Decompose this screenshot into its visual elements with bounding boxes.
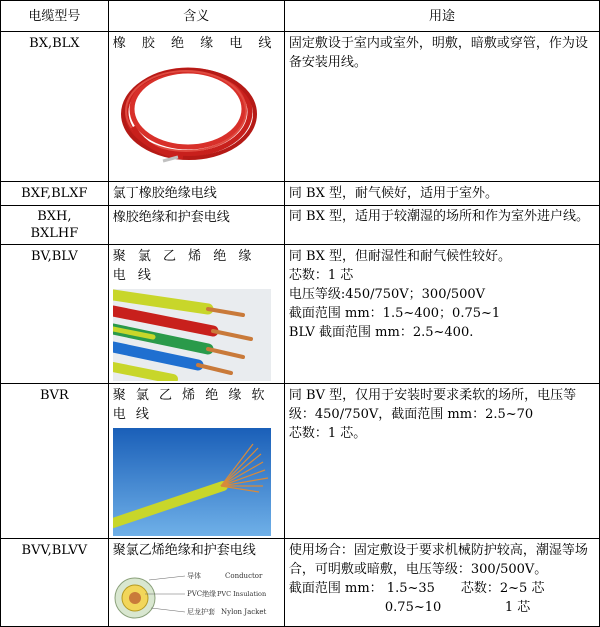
header-usage: 用途 [284, 1, 599, 32]
spec-cores: 芯数：2~5 芯 [460, 581, 545, 596]
meaning-cell: 氯丁橡胶绝缘电线 [108, 182, 284, 206]
table-header-row [1, 1, 600, 32]
meaning-cell [108, 245, 284, 384]
meaning-cell: 橡胶绝缘和护套电线 [108, 206, 284, 245]
model-text: BXH, BXLHF [30, 209, 79, 241]
model-cell: BXF,BLXF [1, 182, 109, 206]
usage-line: 芯数：1 芯 [288, 268, 354, 283]
spec-cores-2: 1 芯 [504, 600, 531, 615]
usage-line: BLV 截面范围 mm：2.5~400. [288, 325, 474, 340]
meaning-text: 聚 氯 乙 烯 绝 缘 软 电 线 [112, 388, 268, 422]
usage-line: 同 BV 型，仅用于安装时要求柔软的场所，电压等级：450/750V，截面范围 mm：2.5~70 [288, 388, 577, 422]
meaning-text: 聚氯乙烯绝缘和护套电线 [112, 543, 256, 558]
meaning-cell [108, 384, 284, 539]
diagram-label-jacket-cn: 尼龙护套 [186, 608, 215, 616]
meaning-cell [108, 539, 284, 627]
table-row [1, 206, 600, 245]
flexible-wire-image [113, 428, 271, 536]
diagram-label-conductor-en: Conductor [224, 572, 263, 580]
model-cell: BX,BLX [1, 32, 109, 182]
model-cell: BVV,BLVV [1, 539, 109, 627]
meaning-text: 橡 胶 绝 缘 电 线 [112, 36, 278, 51]
usage-text: 固定敷设于室内或室外，明敷，暗敷或穿管，作为设备安装用线。 [288, 36, 588, 70]
usage-cell [284, 245, 599, 384]
spec-line [289, 579, 595, 598]
table-row [1, 182, 600, 206]
usage-line: 芯数：1 芯。 [288, 426, 367, 441]
model-cell: BVR [1, 384, 109, 539]
table-row [1, 32, 600, 182]
spec-line [289, 598, 595, 617]
header-model: 电缆型号 [1, 1, 109, 32]
model-cell: BV,BLV [1, 245, 109, 384]
usage-cell: 同 BX 型，耐气候好，适用于室外。 [284, 182, 599, 206]
colored-wires-image [113, 289, 271, 381]
usage-cell [284, 539, 599, 627]
usage-cell [284, 32, 599, 182]
usage-line: 同 BX 型，但耐湿性和耐气候性较好。 [288, 249, 511, 264]
spec-section-range: 截面范围 mm： 1.5~35 [288, 581, 435, 596]
diagram-label-jacket-en: Nylon Jacket [220, 608, 267, 616]
usage-line: 使用场合：固定敷设于要求机械防护较高，潮湿等场合，可明敷或暗敷，电压等级：300/500V。 [288, 543, 588, 577]
diagram-label-conductor-cn: 导体 [186, 572, 201, 580]
diagram-label-insulation-cn: PVC绝缘 [186, 590, 216, 598]
red-cable-coil-image [113, 57, 263, 167]
table-row [1, 245, 600, 384]
header-meaning: 含义 [108, 1, 284, 32]
model-cell [1, 206, 109, 245]
table-row [1, 539, 600, 627]
usage-line: 电压等级:450/750V；300/500V [288, 287, 486, 302]
meaning-text: 聚 氯 乙 烯 绝 缘 电 线 [112, 249, 256, 283]
usage-cell [284, 384, 599, 539]
meaning-cell [108, 32, 284, 182]
usage-cell: 同 BX 型，适用于较潮湿的场所和作为室外进户线。 [284, 206, 599, 245]
spec-section-range-2: 0.75~10 [384, 600, 442, 615]
table-row [1, 384, 600, 539]
cable-cross-section-diagram [113, 564, 271, 624]
diagram-label-insulation-en: PVC Insulation [216, 590, 266, 598]
usage-line: 截面范围 mm：1.5~400；0.75~1 [288, 306, 501, 321]
